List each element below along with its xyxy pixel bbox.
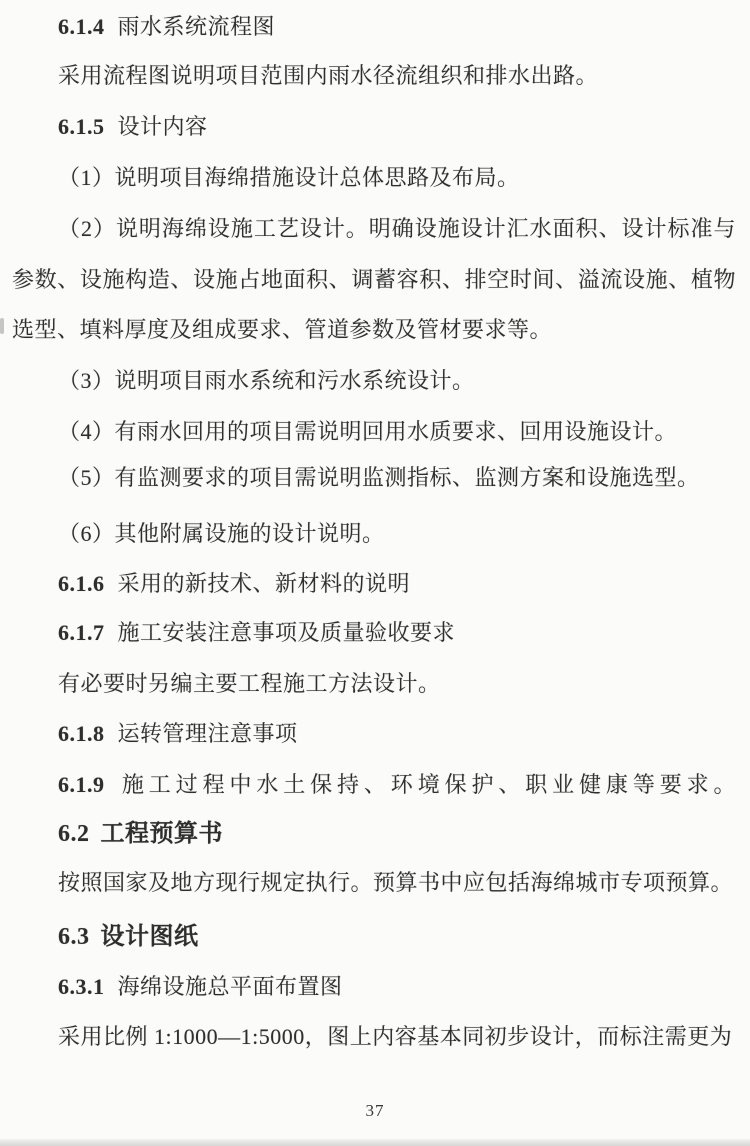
heading-number: 6.1.8 — [58, 721, 105, 746]
heading-number: 6.1.6 — [58, 571, 105, 596]
paragraph-text: 采用流程图说明项目范围内雨水径流组织和排水出路。 — [58, 63, 599, 88]
heading-text: 设计图纸 — [100, 924, 199, 950]
paragraph-line — [12, 669, 736, 699]
heading-text: 设计内容 — [117, 114, 208, 139]
page-bottom-edge — [0, 1139, 750, 1146]
heading-number: 6.1.4 — [58, 14, 105, 39]
paragraph-text: （4）有雨水回用的项目需说明回用水质要求、回用设施设计。 — [58, 419, 678, 444]
list-item-3 — [12, 366, 736, 396]
list-item-4 — [12, 417, 736, 447]
heading-number: 6.1.9 — [58, 772, 105, 797]
heading-text: 海绵设施总平面布置图 — [117, 974, 343, 999]
paragraph-text: （1）说明项目海绵措施设计总体思路及布局。 — [58, 165, 520, 190]
paragraph-line — [12, 868, 736, 898]
heading-6-1-6 — [12, 569, 736, 599]
paragraph-line — [12, 61, 736, 91]
heading-number: 6.3.1 — [58, 974, 105, 999]
paragraph-text: （6）其他附属设施的设计说明。 — [58, 521, 385, 546]
heading-6-1-4 — [12, 12, 736, 42]
paragraph-text: （5）有监测要求的项目需说明监测指标、监测方案和设施选型。 — [58, 465, 700, 490]
paragraph-text: 参数、设施构造、设施占地面积、调蓄容积、排空时间、溢流设施、植物 — [12, 267, 736, 292]
list-item-5 — [12, 463, 736, 493]
paragraph-text: （3）说明项目雨水系统和污水系统设计。 — [58, 368, 475, 393]
heading-6-1-5 — [12, 112, 736, 142]
heading-text: 工程预算书 — [100, 821, 223, 847]
list-item-6 — [12, 519, 736, 549]
heading-number: 6.1.7 — [58, 620, 105, 645]
heading-text: 施工过程中水土保持、环境保护、职业健康等要求。 — [117, 772, 736, 797]
paragraph-text: 采用比例 1:1000—1:5000，图上内容基本同初步设计，而标注需更为 — [58, 1024, 733, 1049]
list-item-2-line-1 — [12, 214, 736, 244]
paragraph-text: 选型、填料厚度及组成要求、管道参数及管材要求等。 — [12, 317, 553, 342]
list-item-2-line-2 — [12, 265, 736, 295]
heading-text: 雨水系统流程图 — [117, 14, 276, 39]
paragraph-text: 有必要时另编主要工程施工方法设计。 — [58, 671, 441, 696]
heading-number: 6.3 — [58, 924, 90, 950]
heading-6-2 — [12, 819, 736, 849]
heading-text: 运转管理注意事项 — [117, 721, 298, 746]
heading-text: 施工安装注意事项及质量验收要求 — [117, 620, 456, 645]
paragraph-text: （2）说明海绵设施工艺设计。明确设施设计汇水面积、设计标准与 — [58, 216, 736, 241]
heading-number: 6.1.5 — [58, 114, 105, 139]
scan-artifact — [0, 318, 4, 334]
heading-text: 采用的新技术、新材料的说明 — [117, 571, 411, 596]
list-item-2-line-3 — [12, 315, 736, 345]
heading-6-1-9 — [12, 770, 736, 800]
list-item-1 — [12, 163, 736, 193]
paragraph-line — [12, 1022, 736, 1052]
heading-6-1-7 — [12, 618, 736, 648]
heading-6-1-8 — [12, 719, 736, 749]
paragraph-text: 按照国家及地方现行规定执行。预算书中应包括海绵城市专项预算。 — [58, 870, 734, 895]
page-number: 37 — [365, 1101, 385, 1120]
heading-6-3-1 — [12, 972, 736, 1002]
heading-6-3 — [12, 922, 736, 952]
heading-number: 6.2 — [58, 821, 90, 847]
